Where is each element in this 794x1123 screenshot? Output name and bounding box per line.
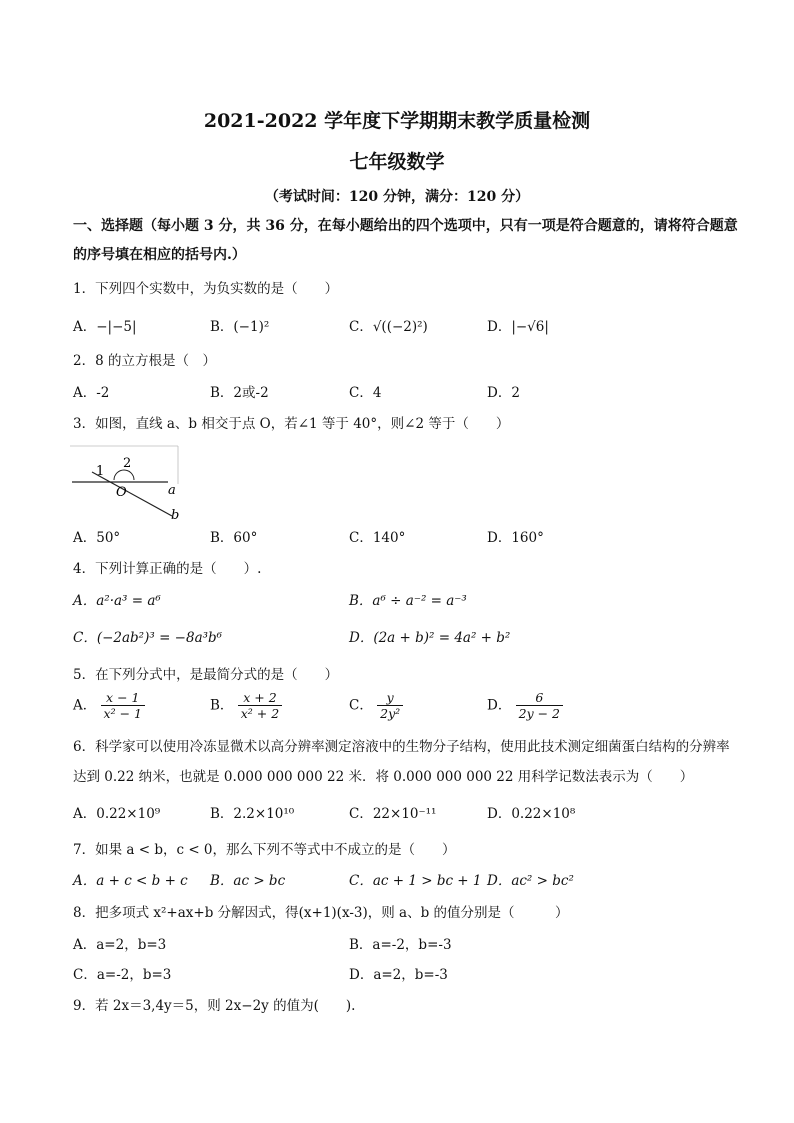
q5-option-c-denominator: 2y² — [377, 705, 403, 721]
q5-option-a — [73, 690, 145, 721]
question-3-stem: 3．如图，直线 a、b 相交于点 O，若∠1 等于 40°，则∠2 等于（ ） — [73, 416, 510, 432]
q7-option-a: A．a + c < b + c — [73, 873, 188, 889]
angle-arc — [114, 470, 134, 480]
exam-info: （考试时间：120 分钟，满分：120 分） — [264, 189, 530, 205]
q5-option-a-letter: A． — [73, 697, 97, 714]
q8-option-c: C．a=-2，b=3 — [73, 967, 172, 983]
line-a-label: a — [168, 483, 176, 498]
q5-option-a-denominator: x² − 1 — [101, 705, 145, 721]
q1-option-d: D．|−√6| — [487, 319, 549, 335]
q5-option-d-numerator: 6 — [535, 690, 544, 705]
section-heading — [73, 212, 741, 270]
angle-2-label: 2 — [123, 456, 132, 471]
q5-option-c-numerator: y — [386, 690, 394, 705]
line-b-label: b — [171, 508, 180, 523]
q3-option-a: A．50° — [73, 530, 121, 546]
q5-option-d-denominator: 2y − 2 — [516, 705, 563, 721]
q3-option-c: C．140° — [349, 530, 406, 546]
q6-option-d: D．0.22×10⁸ — [487, 806, 576, 822]
q8-option-a: A．a=2，b=3 — [73, 937, 167, 953]
q8-option-b: B．a=-2，b=-3 — [349, 937, 452, 953]
q2-option-a: A．-2 — [73, 385, 110, 401]
question-9-stem: 9．若 2x＝3,4y＝5，则 2x−2y 的值为( ). — [73, 998, 356, 1014]
exam-title: 2021-2022 学年度下学期期末教学质量检测 — [203, 110, 591, 132]
question-4-stem: 4．下列计算正确的是（ ）. — [73, 561, 262, 577]
q2-option-d: D．2 — [487, 385, 520, 401]
q2-option-b: B．2或-2 — [210, 385, 269, 401]
q4-option-b: B．a⁶ ÷ a⁻² = a⁻³ — [349, 593, 467, 609]
q6-option-c: C．22×10⁻¹¹ — [349, 806, 437, 822]
q4-option-d: D．(2a + b)² = 4a² + b² — [349, 630, 511, 646]
intersecting-lines-figure — [68, 440, 188, 524]
q6-option-b: B．2.2×10¹⁰ — [210, 806, 295, 822]
question-6-stem: 6．科学家可以使用冷冻显微术以高分辨率测定溶液中的生物分子结构，使用此技术测定细菌蛋白结构的分辨率达到 0.22 纳米，也就是 0.000 000 000 22 米．将 0.000 000 000 22 用科学记数法表示为（ ） — [73, 739, 730, 785]
q5-option-b-denominator: x² + 2 — [238, 705, 282, 721]
q7-option-c: C．ac + 1 > bc + 1 — [349, 873, 482, 889]
section-instructions: （每小题 3 分，共 36 分，在每小题给出的四个选项中，只有一项是符合题意的，请将符合题意的序号填在相应的括号内.） — [73, 218, 738, 263]
q7-option-b: B．ac > bc — [210, 873, 286, 889]
q5-option-c-letter: C． — [349, 697, 373, 714]
q5-option-b-numerator: x + 2 — [243, 690, 277, 705]
angle-1-label: 1 — [96, 464, 105, 479]
q5-option-c — [349, 690, 403, 721]
q5-option-b-letter: B． — [210, 697, 234, 714]
q6-option-a: A．0.22×10⁹ — [73, 806, 161, 822]
q2-option-c: C．4 — [349, 385, 382, 401]
question-8-stem: 8．把多项式 x²+ax+b 分解因式，得(x+1)(x-3)，则 a、b 的值分别是（ ） — [73, 905, 569, 921]
q7-option-d: D．ac² > bc² — [487, 873, 574, 889]
q3-option-d: D．160° — [487, 530, 544, 546]
q5-option-d — [487, 690, 563, 721]
question-5-stem: 5．在下列分式中，是最简分式的是（ ） — [73, 667, 339, 683]
q5-option-a-numerator: x − 1 — [106, 690, 140, 705]
q4-option-c: C．(−2ab²)³ = −8a³b⁶ — [73, 630, 223, 646]
question-2-stem: 2．8 的立方根是（ ） — [73, 353, 216, 369]
section-title: 一、选择题 — [73, 218, 143, 234]
q5-option-d-letter: D． — [487, 697, 512, 714]
q4-option-a: A．a²·a³ = a⁶ — [73, 593, 161, 609]
point-o-label: O — [116, 485, 127, 500]
question-7-stem: 7．如果 a < b，c < 0，那么下列不等式中不成立的是（ ） — [73, 842, 456, 858]
q8-option-d: D．a=2，b=-3 — [349, 967, 448, 983]
q1-option-c: C．√((−2)²) — [349, 319, 428, 335]
exam-subtitle: 七年级数学 — [349, 151, 445, 173]
q5-option-b — [210, 690, 282, 721]
q1-option-b: B．(−1)² — [210, 319, 270, 335]
question-1-stem: 1．下列四个实数中，为负实数的是（ ） — [73, 281, 339, 297]
q3-option-b: B．60° — [210, 530, 258, 546]
q1-option-a: A．−|−5| — [73, 319, 137, 335]
